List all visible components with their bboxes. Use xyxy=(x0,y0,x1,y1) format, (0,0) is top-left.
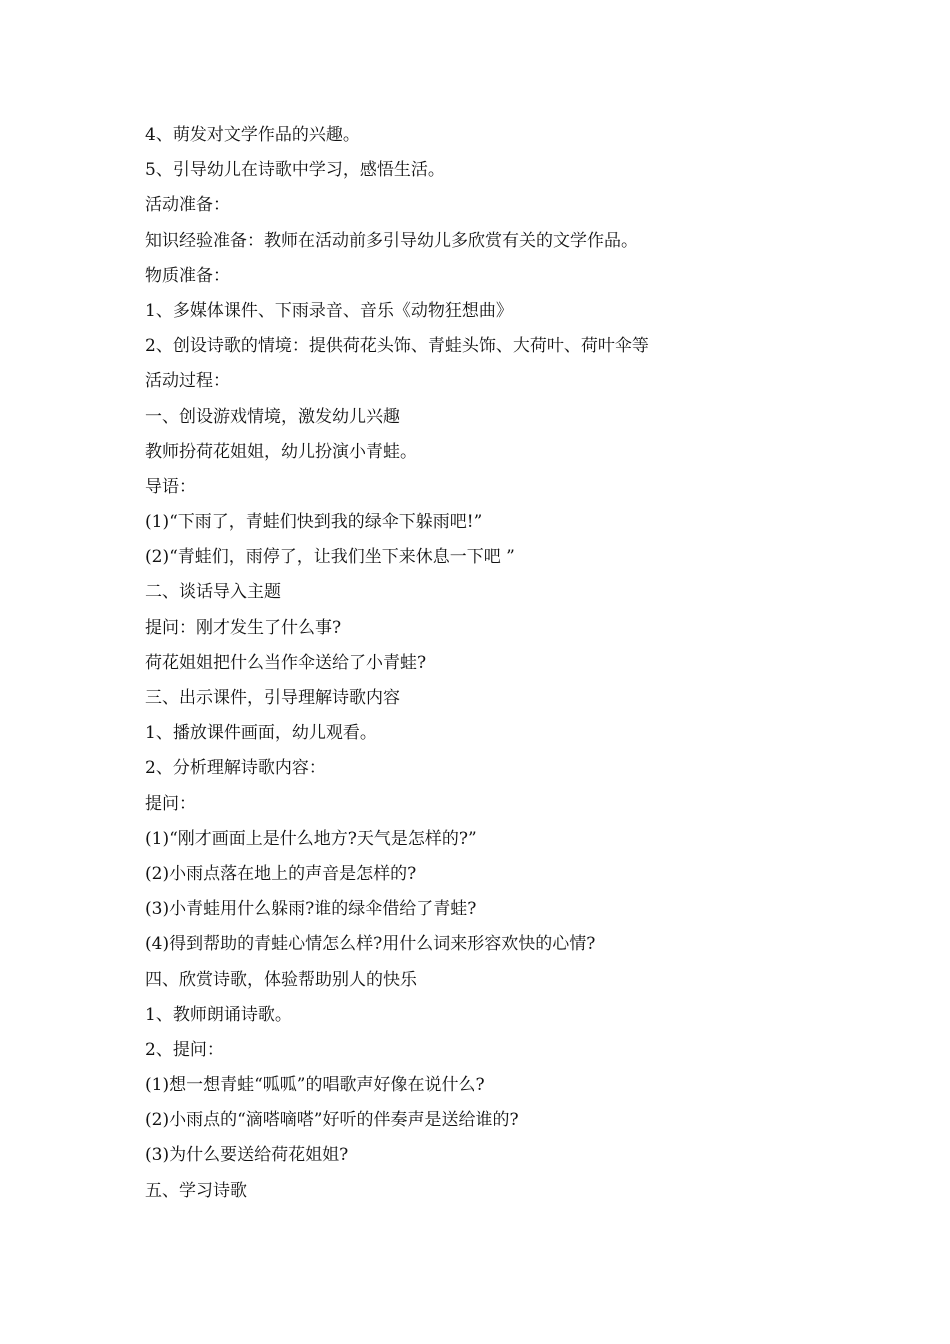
step-heading: 三、出示课件，引导理解诗歌内容 xyxy=(145,688,400,708)
section-heading: 活动准备： xyxy=(145,195,230,216)
text-line: (1)想一想青蛙“呱呱”的唱歌声好像在说什么? xyxy=(145,1075,485,1096)
text-line: 导语： xyxy=(145,476,196,497)
text-line: 1、多媒体课件、下雨录音、音乐《动物狂想曲》 xyxy=(145,300,513,321)
text-line: 提问： xyxy=(145,793,196,814)
text-line: 荷花姐姐把什么当作伞送给了小青蛙? xyxy=(145,652,427,673)
text-line: 2、提问： xyxy=(145,1039,224,1060)
step-heading: 五、学习诗歌 xyxy=(145,1180,247,1201)
section-heading: 活动过程： xyxy=(145,371,230,392)
text-line: 5、引导幼儿在诗歌中学习，感悟生活。 xyxy=(145,160,445,181)
step-heading: 一、创设游戏情境，激发幼儿兴趣 xyxy=(145,406,400,427)
text-line: (4)得到帮助的青蛙心情怎么样?用什么词来形容欢快的心情? xyxy=(145,934,596,955)
text-line: (3)小青蛙用什么躲雨?谁的绿伞借给了青蛙? xyxy=(145,899,477,920)
text-line: 知识经验准备：教师在活动前多引导幼儿多欣赏有关的文学作品。 xyxy=(145,230,638,251)
text-line: 1、播放课件画面，幼儿观看。 xyxy=(145,723,377,744)
text-line: (1)“刚才画面上是什么地方?天气是怎样的?” xyxy=(145,828,477,849)
text-line: (2)小雨点落在地上的声音是怎样的? xyxy=(145,863,417,884)
text-line: 1、教师朗诵诗歌。 xyxy=(145,1004,292,1025)
text-line: 提问：刚才发生了什么事? xyxy=(145,617,342,638)
text-line: 4、萌发对文学作品的兴趣。 xyxy=(145,125,360,145)
step-heading: 二、谈话导入主题 xyxy=(145,582,281,603)
text-line: 2、分析理解诗歌内容： xyxy=(145,758,326,779)
text-line: 2、创设诗歌的情境：提供荷花头饰、青蛙头饰、大荷叶、荷叶伞等 xyxy=(145,336,649,357)
step-heading: 四、欣赏诗歌，体验帮助别人的快乐 xyxy=(145,969,417,990)
text-line: (3)为什么要送给荷花姐姐? xyxy=(145,1145,349,1166)
text-line: (2)“青蛙们，雨停了，让我们坐下来休息一下吧 ” xyxy=(145,547,515,568)
document-body xyxy=(145,118,845,1209)
text-line: (2)小雨点的“滴嗒嘀嗒”好听的伴奏声是送给谁的? xyxy=(145,1110,519,1131)
text-line: 教师扮荷花姐姐，幼儿扮演小青蛙。 xyxy=(145,441,417,462)
section-heading: 物质准备： xyxy=(145,265,230,286)
text-line: (1)“下雨了，青蛙们快到我的绿伞下躲雨吧!” xyxy=(145,512,483,533)
